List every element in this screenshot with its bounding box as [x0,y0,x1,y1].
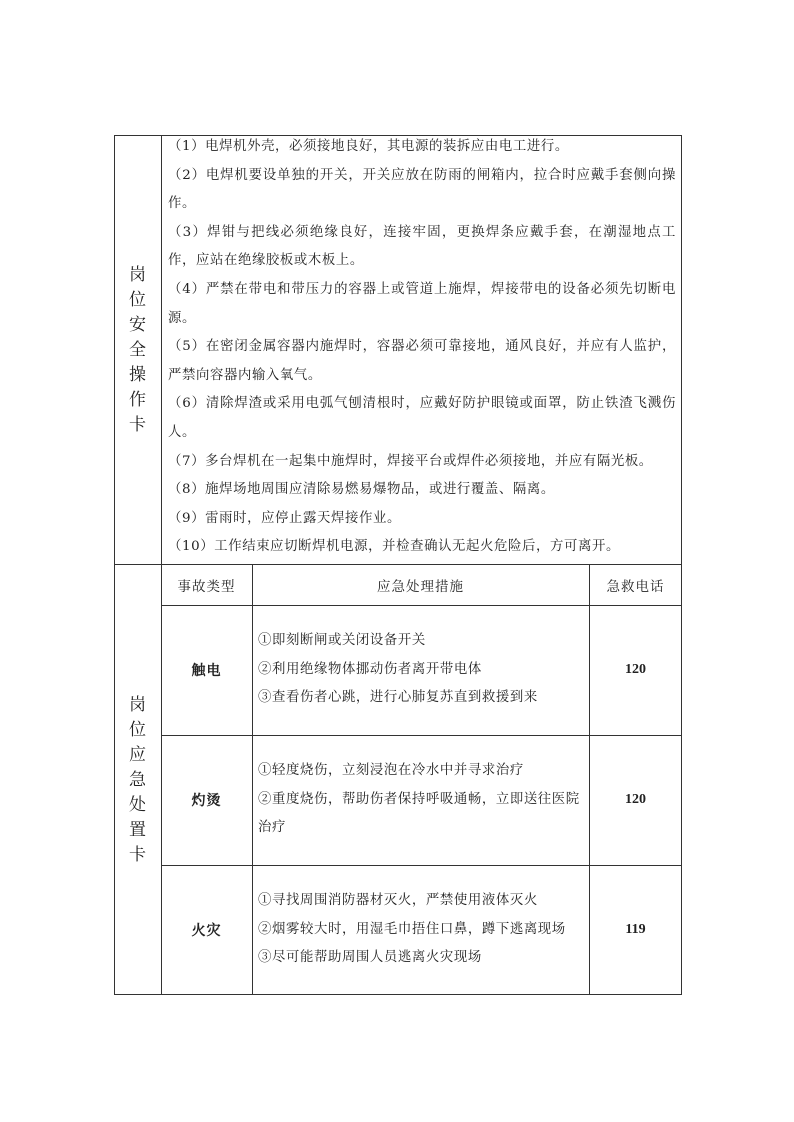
accident-type: 灼烫 [191,793,222,809]
accident-type: 触电 [191,663,222,679]
operation-item: （2）电焊机要设单独的开关，开关应放在防雨的闸箱内，拉合时应戴手套侧向操作。 [168,167,676,212]
column-divider-type [252,564,253,995]
header-measures: 应急处理措施 [377,578,464,595]
operation-item: （6）清除焊渣或采用电弧气刨清根时，应戴好防护眼镜或面罩，防止铁渣飞溅伤人。 [168,396,676,440]
title-char: 应 [129,745,146,765]
operation-item: （3）焊钳与把线必须绝缘良好，连接牢固，更换焊条应戴手套，在潮湿地点工作，应站在绝缘胶板或木板上。 [168,224,676,269]
emergency-phone: 120 [625,662,646,677]
title-char: 岗 [129,265,146,285]
title-char: 岗 [129,695,146,715]
title-char: 处 [129,795,146,815]
title-char: 操 [129,365,146,385]
operation-item: （10）工作结束应切断焊机电源，并检查确认无起火危险后，方可离开。 [168,539,620,555]
title-char: 全 [129,340,146,360]
title-char: 急 [129,770,146,790]
title-char: 作 [129,390,146,410]
accident-type: 火灾 [191,923,222,939]
header-phone: 急救电话 [606,578,665,595]
measure-item: ①即刻断闸或关闭设备开关 [258,633,426,649]
safety-card-title [114,263,161,438]
operation-item: （4）严禁在带电和带压力的容器上或管道上施焊，焊接带电的设备必须先切断电源。 [168,281,676,326]
operation-item: （1）电焊机外壳，必须接地良好，其电源的装拆应由电工进行。 [168,139,569,154]
operation-item: （9）雷雨时，应停止露天焊接作业。 [168,510,401,526]
measure-list [258,865,584,995]
measure-item: ③查看伤者心跳，进行心肺复苏直到救援到来 [258,690,538,706]
title-char: 卡 [129,415,146,435]
measure-item: ③尽可能帮助周围人员逃离火灾现场 [258,950,482,966]
title-char: 安 [129,315,146,335]
title-char: 位 [129,720,146,740]
emergency-phone: 119 [625,922,646,937]
measure-item: ①轻度烧伤，立刻浸泡在冷水中并寻求治疗 [258,763,524,779]
emergency-card-title [114,693,161,868]
measure-item: ②重度烧伤，帮助伤者保持呼吸通畅，立即送往医院治疗 [258,791,580,836]
emergency-phone: 120 [625,792,646,807]
measure-item: ②烟雾较大时，用湿毛巾捂住口鼻，蹲下逃离现场 [258,921,566,937]
operation-item: （5）在密闭金属容器内施焊时，容器必须可靠接地，通风良好，并应有人监护，严禁向容器内输入氧气。 [168,339,676,383]
title-char: 位 [129,290,146,310]
measure-item: ①寻找周围消防器材灭火，严禁使用液体灭火 [258,893,538,909]
title-char: 卡 [129,845,146,865]
operation-item: （8）施焊场地周围应清除易燃易爆物品，或进行覆盖、隔离。 [168,482,555,498]
measure-list [258,605,584,735]
operation-item: （7）多台焊机在一起集中施焊时，焊接平台或焊件必须接地，并应有隔光板。 [168,453,653,469]
measure-list [258,735,584,865]
header-accident-type: 事故类型 [177,578,236,595]
measure-item: ②利用绝缘物体挪动伤者离开带电体 [258,661,482,677]
title-char: 置 [129,820,146,840]
safety-operation-list [168,133,676,562]
